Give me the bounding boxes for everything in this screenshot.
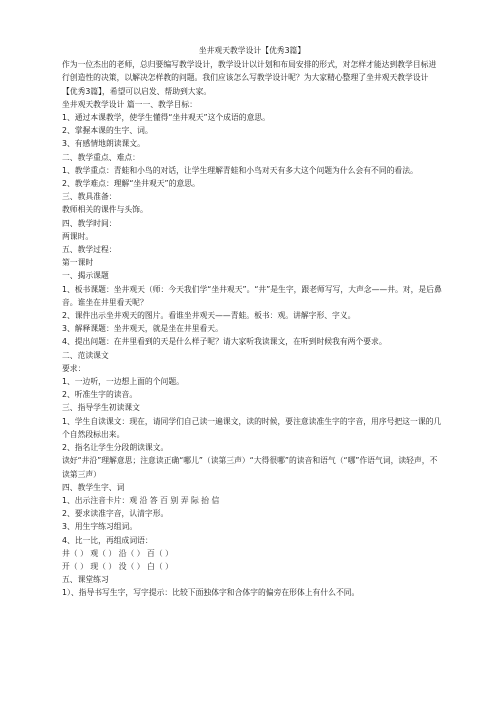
- section-heading: 五、教学过程：: [62, 245, 117, 255]
- text-line: 3、用生字练习组词。: [62, 522, 138, 532]
- text-paragraph: 读好“井沿”理解意思；注意读正确“哪儿”（读第三声）“大得很哪”的读音和语气（“哪”作语气词，读轻声，不读第三声）: [62, 456, 438, 479]
- text-line: 3、解释课题：坐井观天，就是坐在井里看天。: [62, 324, 223, 334]
- text-paragraph: 4、提出问题：在井里看到的天是什么样子呢？请大家听我读课文，在听到时候我有两个要求。: [62, 337, 387, 347]
- section-heading: 三、教具准备：: [62, 192, 117, 202]
- section-heading: 五、课堂练习: [62, 575, 109, 585]
- text-line: 1、通过本课教学，使学生懂得“坐井观天”这个成语的意思。: [62, 113, 270, 123]
- section-heading: 一、揭示课题: [62, 271, 109, 281]
- text-line: 1）、指导书写生字，写字提示：比较下面独体字和合体字的偏旁在形体上有什么不同。: [62, 588, 360, 598]
- text-line: 2、指名让学生分段朗读课文。: [62, 443, 169, 453]
- text-paragraph: 1、板书课题：坐井观天（师：今天我们学“坐井观天”。“井”是生字，跟老师写写，大声念——井。对，是后鼻音。谁坐在井里看天呢？: [62, 284, 442, 307]
- text-paragraph: 1、教学重点：青蛙和小鸟的对话，让学生理解青蛙和小鸟对天有多大这个问题为什么会有不同的看法。: [62, 165, 418, 175]
- text-line: 教师相关的课件与头饰。: [62, 205, 148, 215]
- section-heading: 二、教学重点、难点：: [62, 152, 140, 162]
- intro-paragraph: 作为一位杰出的老师，总归要编写教学设计，教学设计以计划和布局安排的形式，对怎样才能达到教学目标进行创造性的决策，以解决怎样教的问题。我们应该怎么写教学设计呢？为大家精心整理了坐井观天教学设计【优秀3篇】，希望可以启发、帮助到大家。: [62, 60, 437, 96]
- section-heading: 二、范读课文: [62, 350, 109, 360]
- text-line: 2、课件出示坐井观天的图片。看谁坐井观天——青蛙。板书：观。讲解字形、字义。: [62, 311, 356, 321]
- exercise-row: 开（ ） 现（ ） 没（ ） 白（ ）: [62, 561, 173, 571]
- text-line: 2、掌握本课的生字、词。: [62, 126, 153, 136]
- text-line: 1、出示注音卡片：观 沿 答 百 别 弄 际 抬 信: [62, 495, 220, 505]
- text-line: 两课时。: [62, 231, 94, 241]
- section-heading: 四、教学生字、词: [62, 482, 125, 492]
- text-line: 4、比一比，再组成词语：: [62, 535, 153, 545]
- exercise-row: 井（ ） 观（ ） 沿（ ） 百（ ）: [62, 548, 173, 558]
- text-paragraph: 1、学生自读课文：现在，请同学们自己读一遍课文，读的时候，要注意读准生字的字音，用序号把这一课的几个自然段标出来。: [62, 416, 442, 439]
- section-heading: 坐井观天教学设计 篇一一、教学目标：: [62, 99, 198, 109]
- section-heading: 三、指导学生初读课文: [62, 403, 140, 413]
- text-line: 2、要求读准字音，认清字形。: [62, 509, 169, 519]
- text-line: 2、教学难点：理解“坐井观天”的意思。: [62, 179, 200, 189]
- text-line: 第一课时: [62, 258, 94, 268]
- section-heading: 四、教学时间：: [62, 218, 117, 228]
- text-line: 2、听准生字的读音。: [62, 390, 138, 400]
- text-line: 要求：: [62, 363, 86, 373]
- text-line: 3、有感情地朗读课文。: [62, 139, 145, 149]
- document-title: 坐井观天教学设计【优秀3篇】: [198, 46, 306, 55]
- document-page: [62, 0, 442, 600]
- text-line: 1、一边听，一边想上面的个问题。: [62, 377, 184, 387]
